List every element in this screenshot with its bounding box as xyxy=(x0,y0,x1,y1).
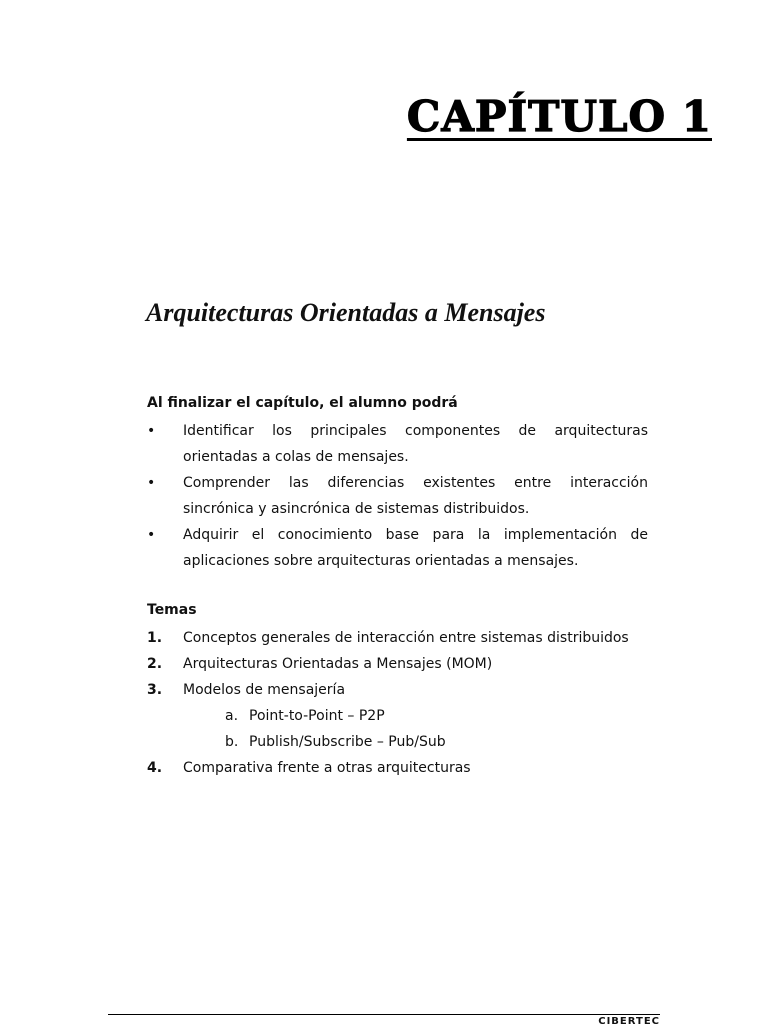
bullet-icon: • xyxy=(147,527,156,543)
topic-number: 4. xyxy=(147,760,163,776)
topic-text: Comparativa frente a otras arquitecturas xyxy=(183,760,471,776)
subtopic-text: Publish/Subscribe – Pub/Sub xyxy=(249,734,446,750)
bullet-icon: • xyxy=(147,475,156,491)
objective-text: Comprender las diferencias existentes entre interacción sincrónica y asincrónica de sistemas distribuidos. xyxy=(183,475,648,517)
topic-number: 3. xyxy=(147,682,163,698)
topics-list xyxy=(147,625,667,781)
subtopic-letter: a. xyxy=(225,708,239,724)
objectives-list xyxy=(147,418,648,574)
footer-rule xyxy=(108,1014,660,1015)
subtopic-letter: b. xyxy=(225,734,239,750)
topic-number: 2. xyxy=(147,656,163,672)
objective-text: Adquirir el conocimiento base para la implementación de aplicaciones sobre arquitecturas orientadas a mensajes. xyxy=(183,527,648,569)
topic-item xyxy=(147,755,667,781)
topic-item xyxy=(147,677,667,703)
objective-item xyxy=(147,418,648,470)
subtopic-item xyxy=(147,703,667,729)
objective-text: Identificar los principales componentes de arquitecturas orientadas a colas de mensajes. xyxy=(183,423,648,465)
subtopics-list xyxy=(147,703,667,755)
subtopics-container xyxy=(147,703,667,755)
bullet-icon: • xyxy=(147,423,156,439)
subtopic-item xyxy=(147,729,667,755)
chapter-title: CAPÍTULO 1 xyxy=(406,92,712,141)
topics-heading: Temas xyxy=(147,602,197,618)
topic-text: Conceptos generales de interacción entre sistemas distribuidos xyxy=(183,630,629,646)
topic-item xyxy=(147,651,667,677)
objectives-heading: Al finalizar el capítulo, el alumno podrá xyxy=(147,395,458,411)
topic-item xyxy=(147,625,667,651)
section-title: Arquitecturas Orientadas a Mensajes xyxy=(146,298,546,327)
topic-text: Arquitecturas Orientadas a Mensajes (MOM) xyxy=(183,656,493,672)
objective-item xyxy=(147,522,648,574)
topic-number: 1. xyxy=(147,630,163,646)
subtopic-text: Point-to-Point – P2P xyxy=(249,708,385,724)
footer-text: CIBERTEC xyxy=(598,1016,660,1027)
topic-text: Modelos de mensajería xyxy=(183,682,346,698)
objective-item xyxy=(147,470,648,522)
